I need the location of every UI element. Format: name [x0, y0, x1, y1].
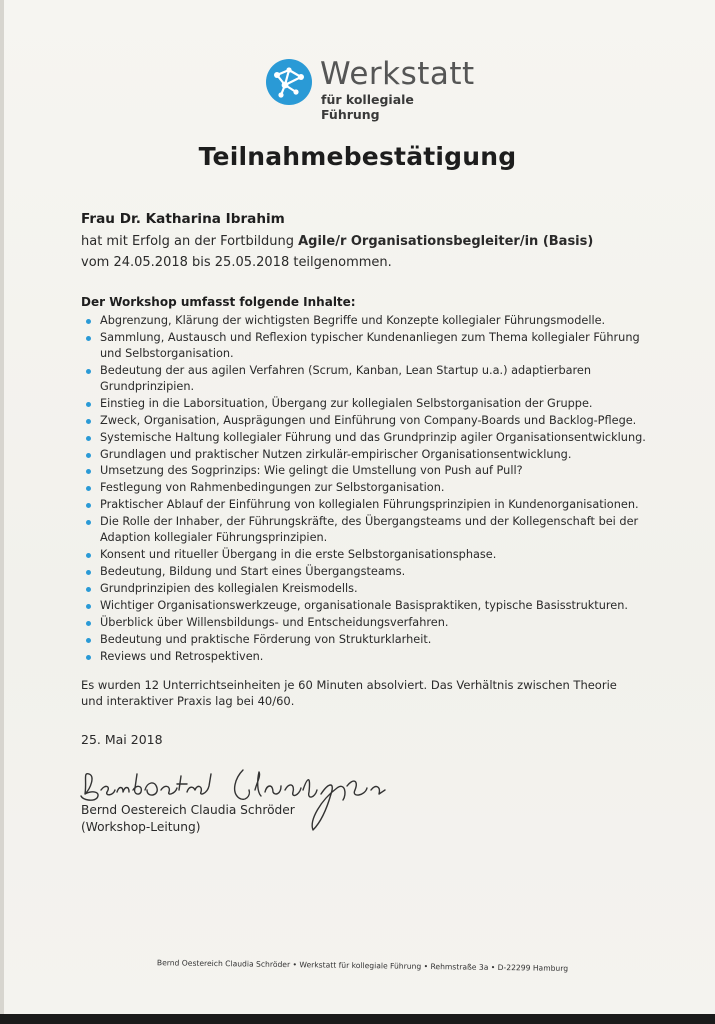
list-item: Grundlagen und praktischer Nutzen zirkulär-empirischer Organisationsentwicklung.	[86, 447, 646, 463]
list-item: Abgrenzung, Klärung der wichtigsten Begriffe und Konzepte kollegialer Führungsmodelle.	[86, 313, 646, 329]
footer-address: Bernd Oestereich Claudia Schröder • Werkstatt für kollegiale Führung • Rehmstraße 3a • D-22299 Hamburg	[156, 958, 569, 973]
list-item: Einstieg in die Laborsituation, Übergang zur kollegialen Selbstorganisation der Gruppe.	[86, 396, 646, 412]
page-title: Teilnahmebestätigung	[198, 142, 517, 171]
issue-date: 25. Mai 2018	[81, 732, 163, 747]
hours-summary: Es wurden 12 Unterrichtseinheiten je 60 Minuten absolviert. Das Verhältnis zwischen Theorie und interaktiver Praxis lag bei 40/60.	[81, 678, 617, 708]
bottom-edge	[0, 1014, 715, 1024]
participation-line	[81, 234, 593, 249]
list-item: Überblick über Willensbildungs- und Entscheidungsverfahren.	[86, 615, 646, 631]
list-item: Reviews und Retrospektiven.	[86, 649, 646, 665]
participation-prefix: hat mit Erfolg an der Fortbildung	[81, 234, 299, 249]
contents-list	[86, 313, 646, 666]
course-name: Agile/r Organisationsbegleiter/in (Basis)	[298, 234, 594, 249]
network-logo-icon	[265, 58, 313, 106]
list-item: Sammlung, Austausch und Reflexion typischer Kundenanliegen zum Thema kollegialer Führung und Selbstorganisation.	[86, 330, 646, 362]
logo-name: Werkstatt	[320, 56, 475, 92]
signer-role: (Workshop-Leitung)	[81, 820, 201, 834]
list-item: Die Rolle der Inhaber, der Führungskräfte, des Übergangsteams und der Kollegenschaft bei der Adaption kollegialer Führungsprinzipien.	[86, 514, 646, 546]
signer-names: Bernd Oestereich Claudia Schröder	[81, 803, 295, 817]
list-item: Umsetzung des Sogprinzips: Wie gelingt die Umstellung von Push auf Pull?	[86, 463, 646, 479]
date-range-line: vom 24.05.2018 bis 25.05.2018 teilgenommen.	[81, 255, 392, 270]
list-item: Bedeutung, Bildung und Start eines Übergangsteams.	[86, 564, 646, 580]
list-item: Grundprinzipien des kollegialen Kreismodells.	[86, 581, 646, 597]
list-item: Praktischer Ablauf der Einführung von kollegialen Führungsprinzipien in Kundenorganisationen.	[86, 497, 646, 513]
werkstatt-logo	[265, 56, 475, 122]
list-item: Konsent und ritueller Übergang in die erste Selbstorganisationsphase.	[86, 547, 646, 563]
contents-heading: Der Workshop umfasst folgende Inhalte:	[81, 295, 356, 309]
list-item: Festlegung von Rahmenbedingungen zur Selbstorganisation.	[86, 480, 646, 496]
list-item: Systemische Haltung kollegialer Führung und das Grundprinzip agiler Organisationsentwicklung.	[86, 430, 646, 446]
logo-subtitle: für kollegiale Führung	[321, 92, 414, 122]
list-item: Bedeutung und praktische Förderung von Strukturklarheit.	[86, 632, 646, 648]
list-item: Zweck, Organisation, Ausprägungen und Einführung von Company-Boards und Backlog-Pflege.	[86, 413, 646, 429]
recipient-name: Frau Dr. Katharina Ibrahim	[81, 211, 285, 227]
list-item: Wichtiger Organisationswerkzeuge, organisationale Basispraktiken, typische Basisstrukturen.	[86, 598, 646, 614]
list-item: Bedeutung der aus agilen Verfahren (Scrum, Kanban, Lean Startup u.a.) adaptierbaren Grundprinzipien.	[86, 363, 646, 395]
